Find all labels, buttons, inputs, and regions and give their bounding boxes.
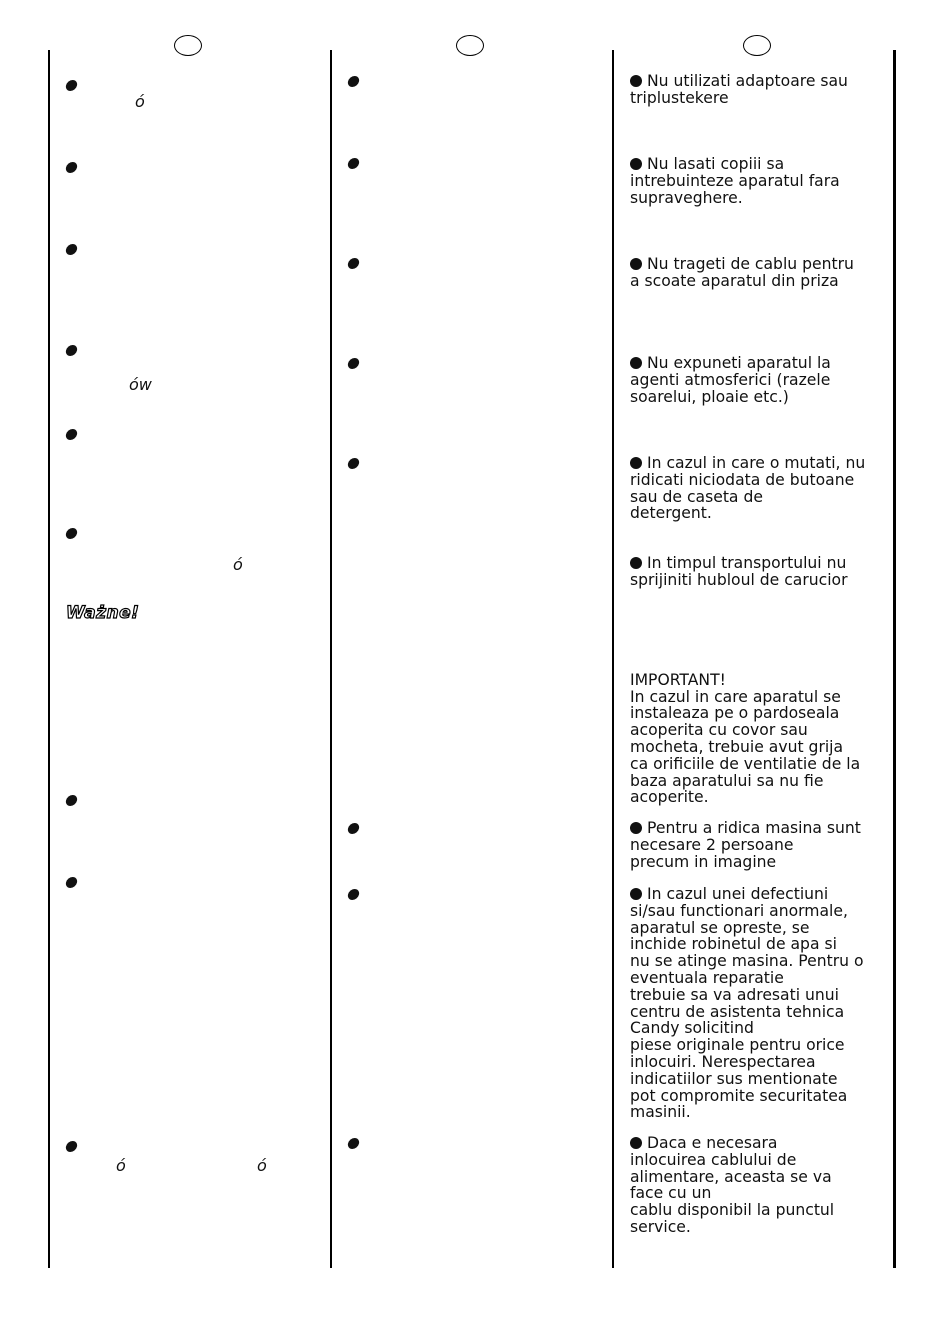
middle-bullet-6 bbox=[347, 823, 360, 834]
middle-bullet-8 bbox=[347, 1138, 360, 1149]
bullet-icon bbox=[630, 822, 642, 834]
left-glyph-2: ów bbox=[129, 375, 152, 394]
language-circle-3 bbox=[743, 35, 771, 56]
right-item-4 bbox=[630, 355, 892, 405]
column-divider-right bbox=[893, 50, 896, 1268]
middle-bullet-1 bbox=[347, 76, 360, 87]
important-heading: IMPORTANT! bbox=[630, 670, 726, 689]
left-bullet-7 bbox=[65, 795, 78, 806]
language-circle-2 bbox=[456, 35, 484, 56]
right-item-7-text: Pentru a ridica masina sunt necesare 2 persoane precum in imagine bbox=[630, 819, 861, 871]
right-item-2-text: Nu lasati copiii sa intrebuinteze aparatul fara supraveghere. bbox=[630, 155, 840, 207]
left-glyph-1: ó bbox=[135, 92, 145, 111]
right-item-5-text: In cazul in care o mutati, nu ridicati niciodata de butoane sau de caseta de detergent. bbox=[630, 454, 866, 523]
important-section bbox=[630, 655, 892, 806]
middle-bullet-5 bbox=[347, 458, 360, 469]
bullet-icon bbox=[630, 158, 642, 170]
left-bullet-4 bbox=[65, 345, 78, 356]
right-item-6 bbox=[630, 555, 892, 589]
bullet-icon bbox=[630, 888, 642, 900]
bullet-icon bbox=[630, 457, 642, 469]
right-item-4-text: Nu expuneti aparatul la agenti atmosferici (razele soarelui, ploaie etc.) bbox=[630, 354, 831, 406]
middle-bullet-3 bbox=[347, 258, 360, 269]
left-bullet-6 bbox=[65, 528, 78, 539]
left-bullet-9 bbox=[65, 1141, 78, 1152]
important-label-left: Ważne! bbox=[66, 603, 140, 623]
important-text: In cazul in care aparatul se instaleaza pe o pardoseala acoperita cu covor sau mocheta, trebuie avut grija ca orificiile de ventilatie de la baza aparatului sa nu fie acoperite. bbox=[630, 687, 861, 807]
right-item-3-text: Nu trageti de cablu pentru a scoate aparatul din priza bbox=[630, 255, 854, 290]
right-item-9-text: Daca e necesara inlocuirea cablului de alimentare, aceasta se va face cu un cablu disponibil la punctul service. bbox=[630, 1134, 835, 1236]
left-bullet-8 bbox=[65, 877, 78, 888]
right-item-9 bbox=[630, 1135, 892, 1236]
left-bullet-3 bbox=[65, 244, 78, 255]
column-divider-middle-1 bbox=[330, 50, 332, 1268]
left-glyph-4: ó bbox=[116, 1156, 126, 1175]
column-divider-middle-2 bbox=[612, 50, 614, 1268]
language-circle-1 bbox=[174, 35, 202, 56]
left-bullet-2 bbox=[65, 162, 78, 173]
right-item-5 bbox=[630, 455, 892, 522]
bullet-icon bbox=[630, 75, 642, 87]
right-item-1 bbox=[630, 73, 892, 107]
middle-bullet-4 bbox=[347, 358, 360, 369]
left-bullet-5 bbox=[65, 429, 78, 440]
bullet-icon bbox=[630, 557, 642, 569]
right-item-7 bbox=[630, 820, 892, 870]
right-item-8 bbox=[630, 886, 892, 1121]
right-item-6-text: In timpul transportului nu sprijiniti hubloul de carucior bbox=[630, 554, 848, 589]
right-item-8-text: In cazul unei defectiuni si/sau functionari anormale, aparatul se opreste, se inchide robinetul de apa si nu se atinge masina. Pentru o eventuala reparatie trebuie sa va adresati unui centru de asistenta tehnica Candy solicitind piese originale pentru orice inlocuiri. Nerespectarea indicatiilor sus mentionate pot compromite securitatea masinii. bbox=[630, 885, 864, 1122]
right-item-2 bbox=[630, 156, 892, 206]
bullet-icon bbox=[630, 1137, 642, 1149]
middle-bullet-7 bbox=[347, 889, 360, 900]
left-bullet-1 bbox=[65, 80, 78, 91]
column-divider-left bbox=[48, 50, 50, 1268]
bullet-icon bbox=[630, 258, 642, 270]
middle-bullet-2 bbox=[347, 158, 360, 169]
left-glyph-5: ó bbox=[257, 1156, 267, 1175]
bullet-icon bbox=[630, 357, 642, 369]
left-glyph-3: ó bbox=[233, 555, 243, 574]
right-item-1-text: Nu utilizati adaptoare sau triplustekere bbox=[630, 72, 848, 107]
right-item-3 bbox=[630, 256, 892, 290]
